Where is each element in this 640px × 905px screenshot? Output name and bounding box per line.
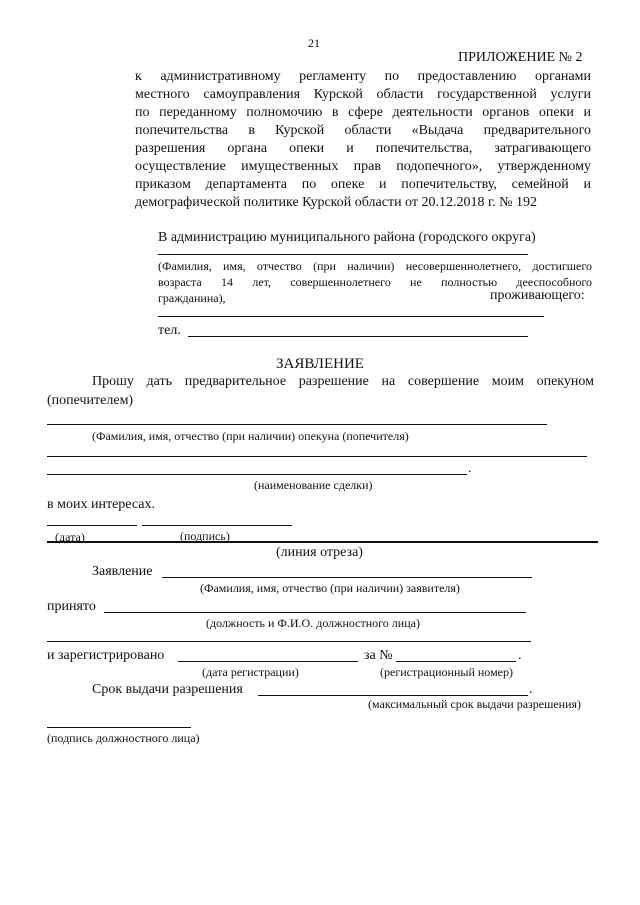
appendix-title: ПРИЛОЖЕНИЕ № 2 <box>458 50 583 65</box>
appendix-line: к административному регламенту по предоставлению органами <box>135 69 591 84</box>
applicant-caption-line: (Фамилия, имя, отчество (при наличии) несовершеннолетнего, достигшего <box>158 259 592 273</box>
statement-request: Прошу дать предварительное разрешение на совершение моим опекуном <box>92 374 594 389</box>
appendix-line: по переданному полномочию в сфере деятельности органов опеки и <box>135 105 591 120</box>
reg-number-line[interactable] <box>396 661 516 662</box>
deal-line-2[interactable] <box>47 474 467 475</box>
reg-date-line[interactable] <box>178 661 358 662</box>
reg-number-label: за № <box>364 648 393 663</box>
address-line[interactable] <box>158 316 544 317</box>
tel-label: тел. <box>158 323 181 338</box>
deal-line-1[interactable] <box>47 456 587 457</box>
appendix-line: демографической политике Курской области от 20.12.2018 г. № 192 <box>135 195 538 210</box>
official-signature-line[interactable] <box>47 727 191 728</box>
appendix-line: приказом департамента по опеке и попечительству, семейной и <box>135 177 591 192</box>
applicant-caption-last: гражданина), <box>158 291 226 305</box>
receipt-accepted-label: принято <box>47 599 96 614</box>
applicant-name-line[interactable] <box>158 254 528 255</box>
appendix-line: разрешения органа опеки и попечительства, затрагивающего <box>135 141 591 156</box>
appendix-line: попечительства в Курской области «Выдача предварительного <box>135 123 591 138</box>
statement-title: ЗАЯВЛЕНИЕ <box>276 356 364 372</box>
addressee-to: В администрацию муниципального района (городского округа) <box>158 230 536 245</box>
reg-number-caption: (регистрационный номер) <box>380 665 513 679</box>
term-line[interactable] <box>258 695 528 696</box>
signature-line[interactable] <box>142 525 292 526</box>
applicant-caption-line: возраста 14 лет, совершеннолетнего не полностью дееспособного <box>158 275 592 289</box>
reg-period: . <box>518 648 522 663</box>
tel-line[interactable] <box>188 336 528 337</box>
guardian-name-line[interactable] <box>47 424 547 425</box>
receipt-registered-label: и зарегистрировано <box>47 648 165 663</box>
interests-text: в моих интересах. <box>47 497 155 512</box>
receipt-official-line[interactable] <box>104 612 526 613</box>
official-signature-caption: (подпись должностного лица) <box>47 731 200 745</box>
guardian-caption: (Фамилия, имя, отчество (при наличии) опекуна (попечителя) <box>92 429 409 443</box>
cut-line-label: (линия отреза) <box>276 545 363 560</box>
appendix-line: осуществление имущественных прав подопечного», утвержденному <box>135 159 591 174</box>
appendix-line: местного самоуправления Курской области государственной услуги <box>135 87 591 102</box>
receipt-extra-line[interactable] <box>47 641 531 642</box>
receipt-official-caption: (должность и Ф.И.О. должностного лица) <box>206 616 420 630</box>
reg-date-caption: (дата регистрации) <box>202 665 299 679</box>
term-period: . <box>529 682 533 697</box>
cut-line <box>47 541 598 543</box>
receipt-applicant-caption: (Фамилия, имя, отчество (при наличии) заявителя) <box>200 581 460 595</box>
receipt-statement-label: Заявление <box>92 564 153 579</box>
deal-caption: (наименование сделки) <box>254 478 373 492</box>
statement-request-cont: (попечителем) <box>47 393 134 408</box>
term-caption: (максимальный срок выдачи разрешения) <box>368 697 582 711</box>
receipt-applicant-line[interactable] <box>162 577 532 578</box>
term-label: Срок выдачи разрешения <box>92 682 243 697</box>
page-number: 21 <box>308 36 320 50</box>
date-line[interactable] <box>47 525 137 526</box>
signature-caption: (подпись) <box>180 529 230 543</box>
deal-period: . <box>468 461 472 476</box>
residing-label: проживающего: <box>490 288 585 303</box>
date-caption: (дата) <box>55 530 85 544</box>
